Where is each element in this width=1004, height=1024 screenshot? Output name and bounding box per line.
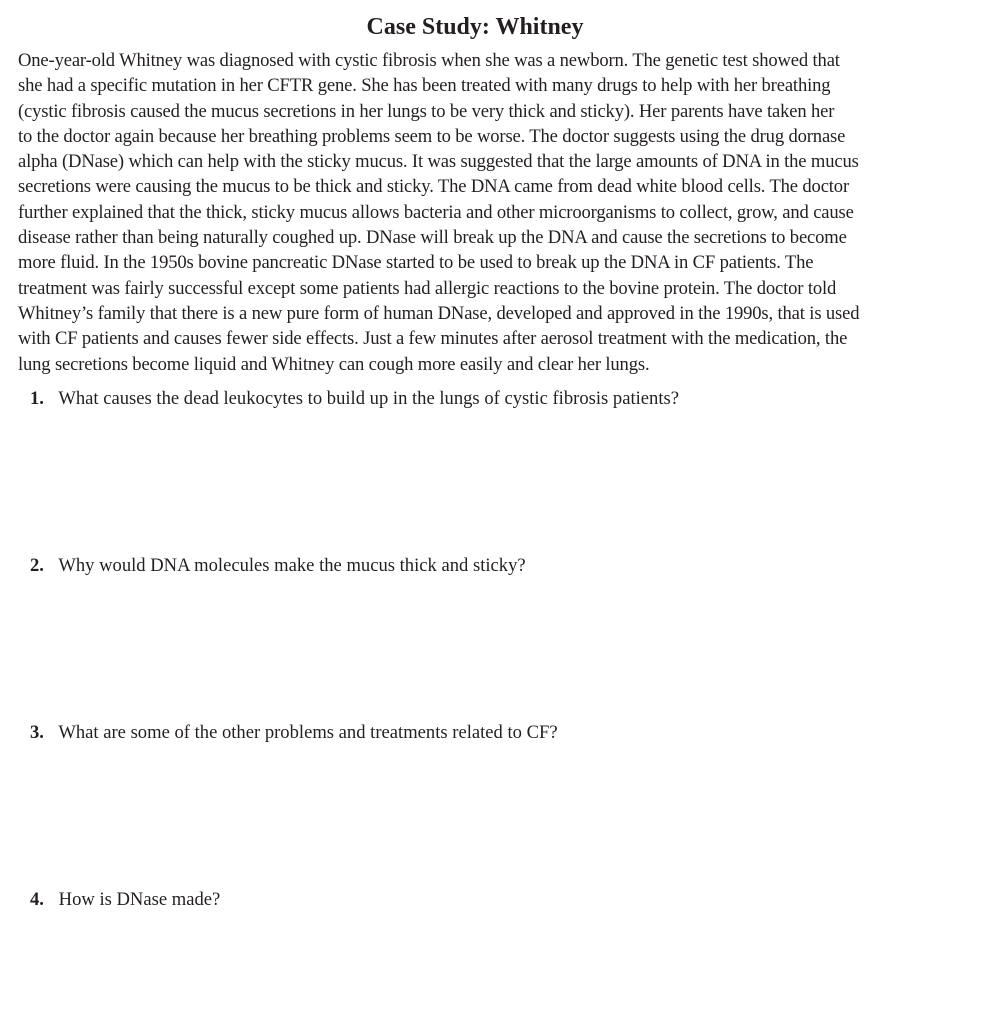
passage-line: more fluid. In the 1950s bovine pancreatic DNase started to be used to break up the DNA in CF patients. The [18, 252, 814, 274]
question-2 [30, 554, 526, 578]
page-title: Case Study: Whitney [366, 14, 584, 40]
question-number: 1. [30, 388, 44, 409]
question-1 [30, 387, 679, 411]
question-number: 2. [30, 555, 44, 576]
passage-line: (cystic fibrosis caused the mucus secretions in her lungs to be very thick and sticky). Her parents have taken her [18, 100, 835, 122]
passage-line: One-year-old Whitney was diagnosed with cystic fibrosis when she was a newborn. The genetic test showed that [18, 50, 840, 71]
question-text: Why would DNA molecules make the mucus thick and sticky? [58, 555, 526, 576]
passage-line: to the doctor again because her breathing problems seem to be worse. The doctor suggests using the drug dornase [18, 125, 846, 147]
passage-line: treatment was fairly successful except some patients had allergic reactions to the bovine protein. The doctor told [18, 277, 837, 299]
question-text: What are some of the other problems and treatments related to CF? [58, 722, 558, 743]
case-study-passage [18, 48, 938, 377]
passage-line: secretions were causing the mucus to be thick and sticky. The DNA came from dead white blood cells. The doctor [18, 176, 849, 198]
passage-line: alpha (DNase) which can help with the sticky mucus. It was suggested that the large amounts of DNA in the mucus [18, 151, 859, 173]
passage-line: Whitney’s family that there is a new pure form of human DNase, developed and approved in the 1990s, that is used [18, 302, 860, 324]
passage-line: disease rather than being naturally coughed up. DNase will break up the DNA and cause the secretions to become [18, 227, 847, 249]
question-3 [30, 721, 558, 745]
question-number: 3. [30, 722, 44, 743]
question-4 [30, 888, 220, 912]
question-text: How is DNase made? [58, 889, 221, 910]
passage-line: lung secretions become liquid and Whitney can cough more easily and clear her lungs. [18, 353, 650, 375]
passage-line: further explained that the thick, sticky mucus allows bacteria and other microorganisms to collect, grow, and cause [18, 201, 854, 223]
passage-line: she had a specific mutation in her CFTR gene. She has been treated with many drugs to help with her breathing [18, 75, 831, 97]
question-text: What causes the dead leukocytes to build up in the lungs of cystic fibrosis patients? [58, 388, 679, 409]
passage-line: with CF patients and causes fewer side effects. Just a few minutes after aerosol treatment with the medication, the [18, 328, 848, 350]
question-number: 4. [30, 889, 44, 910]
